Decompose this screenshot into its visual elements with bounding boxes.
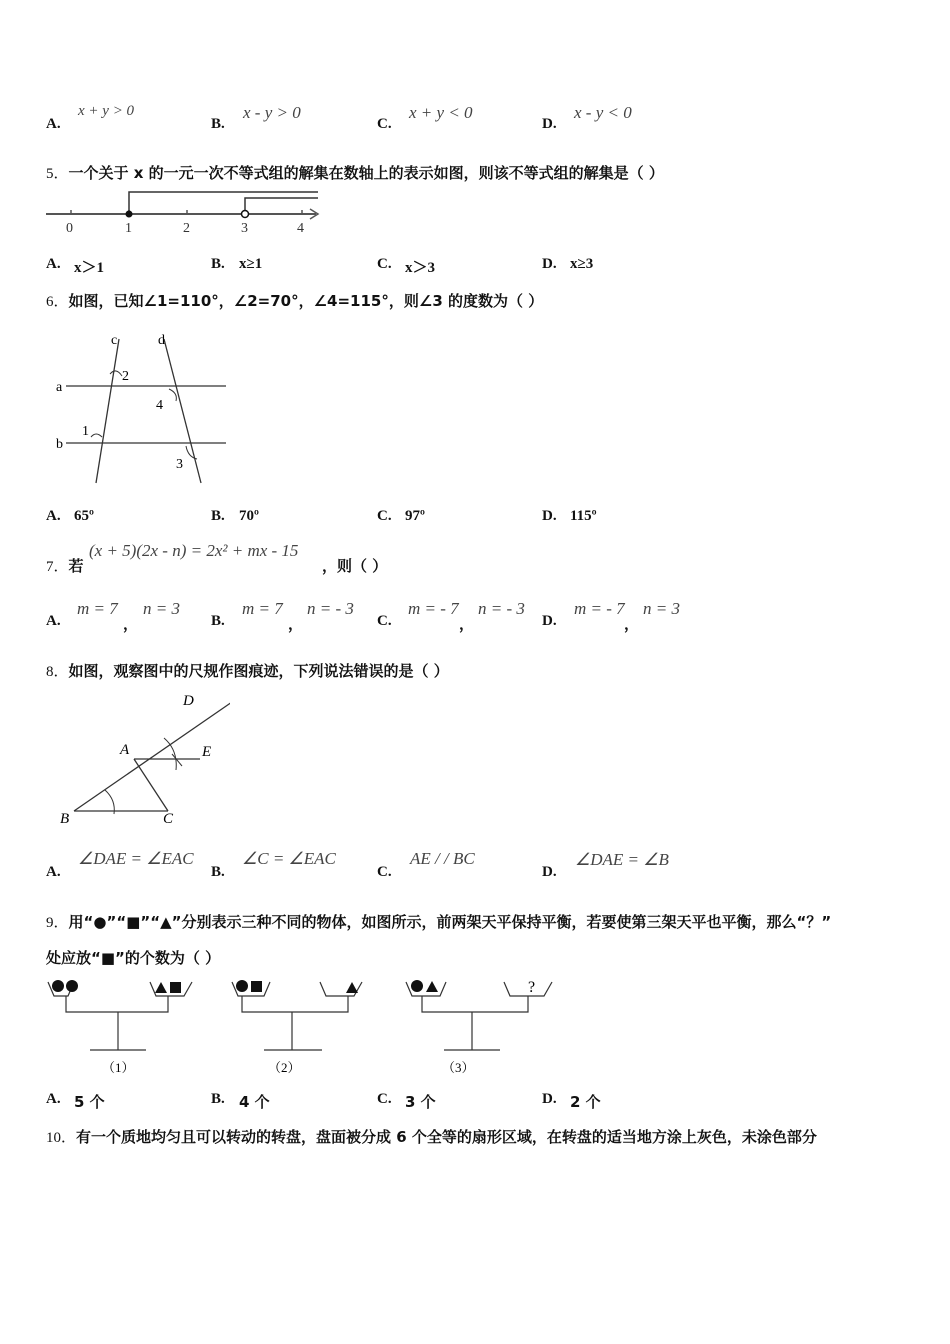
option-value: 97º <box>405 508 425 524</box>
option-value: x＞3 <box>405 260 436 276</box>
question-8 <box>46 660 449 681</box>
option-label: A. <box>46 1091 61 1107</box>
circle-object <box>66 980 78 992</box>
option-label: A. <box>46 864 61 880</box>
option-n: n = - 3 <box>307 599 354 618</box>
option-label: B. <box>211 864 225 880</box>
scale-caption: （3） <box>442 1060 475 1075</box>
option-label: C. <box>377 256 392 272</box>
square-object <box>170 982 181 993</box>
option-value: x≥3 <box>570 256 594 272</box>
balance-scales-figure <box>44 974 564 1080</box>
circle-object <box>411 980 423 992</box>
angle-arc <box>110 371 122 376</box>
option-label: B. <box>211 1091 225 1107</box>
option-value: 5 个 <box>74 1093 105 1111</box>
option-sep: ， <box>459 617 475 633</box>
solution-bracket-1 <box>129 192 318 214</box>
balance-scale-2 <box>232 980 362 1075</box>
square-object <box>251 981 262 992</box>
line-c <box>96 339 119 483</box>
question-prefix: 若 <box>68 557 84 575</box>
option-m: m = 7 <box>242 599 283 618</box>
option-n: n = 3 <box>643 599 680 618</box>
option-label: C. <box>377 508 392 524</box>
beam <box>422 996 528 1012</box>
label-b: b <box>56 437 63 452</box>
option-n: n = - 3 <box>478 599 525 618</box>
segment-AC <box>134 759 168 811</box>
option-expr: ∠DAE = ∠B <box>575 850 669 869</box>
option-value: 2 个 <box>570 1093 601 1111</box>
option-label: D. <box>542 508 557 524</box>
label-C: C <box>163 811 174 827</box>
option-label: D. <box>542 1091 557 1107</box>
option-sep: ， <box>288 617 304 633</box>
question-text: 如图，已知∠1=110°，∠2=70°，∠4=115°，则∠3 的度数为（ ） <box>68 292 544 310</box>
question-suffix: ，则（ ） <box>322 557 388 575</box>
option-sep: ， <box>123 617 139 633</box>
angle-1-label: 1 <box>82 424 89 439</box>
option-m: m = 7 <box>77 599 118 618</box>
option-label: B. <box>211 508 225 524</box>
option-label: B. <box>211 116 225 132</box>
option-expr: x + y < 0 <box>409 103 473 122</box>
angle-arc <box>91 434 102 437</box>
option-value: x＞1 <box>74 260 105 276</box>
option-label: A. <box>46 116 61 132</box>
question-mark: ? <box>528 979 536 996</box>
option-value: 65º <box>74 508 94 524</box>
beam <box>66 996 168 1012</box>
option-label: A. <box>46 508 61 524</box>
label-c: c <box>111 333 118 348</box>
question-text: 用“●”“■”“▲”分别表示三种不同的物体，如图所示，前两架天平保持平衡，若要使第三架天平也平衡，那么“？” <box>68 913 832 931</box>
question-5 <box>46 162 664 183</box>
option-label: A. <box>46 256 61 272</box>
question-9-line2: 处应放“■”的个数为（ ） <box>46 949 221 967</box>
label-A: A <box>120 742 130 758</box>
option-label: D. <box>542 613 557 629</box>
number-line-figure <box>40 186 330 238</box>
balance-scale-3 <box>406 979 552 1075</box>
option-label: C. <box>377 864 392 880</box>
construction-mark <box>172 754 182 766</box>
question-9-line1 <box>46 911 831 932</box>
question-expr: (x + 5)(2x - n) = 2x² + mx - 15 <box>89 541 299 560</box>
option-expr: ∠DAE = ∠EAC <box>78 849 194 868</box>
question-number: 6． <box>46 294 69 310</box>
option-label: B. <box>211 256 225 272</box>
option-expr: ∠C = ∠EAC <box>242 849 336 868</box>
tick-label: 0 <box>66 221 73 236</box>
solution-bracket-2 <box>245 198 318 214</box>
option-value: 4 个 <box>239 1093 270 1111</box>
circle-object <box>52 980 64 992</box>
option-expr: x + y > 0 <box>78 103 135 119</box>
angle-2-label: 2 <box>122 369 129 384</box>
scale-caption: （1） <box>102 1060 135 1075</box>
option-m: m = - 7 <box>408 599 459 618</box>
question-number: 5． <box>46 166 69 182</box>
option-label: D. <box>542 256 557 272</box>
option-label: C. <box>377 116 392 132</box>
question-10 <box>46 1126 817 1147</box>
compass-construction-figure <box>50 688 230 830</box>
option-label: C. <box>377 613 392 629</box>
angle-4-label: 4 <box>156 398 163 413</box>
option-label: A. <box>46 613 61 629</box>
question-number: 8． <box>46 664 69 680</box>
question-6 <box>46 290 543 311</box>
option-n: n = 3 <box>143 599 180 618</box>
option-value: 70º <box>239 508 259 524</box>
label-B: B <box>60 811 70 827</box>
angle-arc <box>169 389 176 401</box>
question-7 <box>46 555 84 576</box>
question-number: 7． <box>46 559 69 575</box>
label-E: E <box>202 744 212 760</box>
tick-label: 4 <box>297 221 304 236</box>
option-label: B. <box>211 613 225 629</box>
option-expr: x - y < 0 <box>574 103 632 122</box>
triangle-object <box>155 982 167 993</box>
option-label: D. <box>542 116 557 132</box>
circle-object <box>236 980 248 992</box>
tick-label: 1 <box>125 221 132 236</box>
label-D: D <box>183 693 194 709</box>
option-m: m = - 7 <box>574 599 625 618</box>
option-expr: x - y > 0 <box>243 103 301 122</box>
question-number: 9． <box>46 915 69 931</box>
question-text: 一个关于 x 的一元一次不等式组的解集在数轴上的表示如图，则该不等式组的解集是（ ） <box>68 164 664 182</box>
triangle-object <box>426 981 438 992</box>
label-d: d <box>158 333 165 348</box>
parallel-lines-figure <box>46 325 236 485</box>
beam <box>242 996 348 1012</box>
option-label: C. <box>377 1091 392 1107</box>
label-a: a <box>56 380 63 395</box>
angle-3-label: 3 <box>176 457 183 472</box>
balance-scale-1 <box>48 980 192 1075</box>
hollow-dot <box>242 211 249 218</box>
option-value: 115º <box>570 508 597 524</box>
tick-label: 2 <box>183 221 190 236</box>
construction-arc <box>164 738 176 770</box>
triangle-object <box>346 982 358 993</box>
solid-dot <box>126 211 133 218</box>
question-text: 如图，观察图中的尺规作图痕迹，下列说法错误的是（ ） <box>68 662 449 680</box>
option-expr: AE / / BC <box>410 849 475 868</box>
option-value: 3 个 <box>405 1093 436 1111</box>
tick-label: 3 <box>241 221 248 236</box>
question-number: 10． <box>46 1130 77 1146</box>
option-value: x≥1 <box>239 256 263 272</box>
scale-caption: （2） <box>268 1060 301 1075</box>
option-label: D. <box>542 864 557 880</box>
option-sep: ， <box>624 617 640 633</box>
question-text: 有一个质地均匀且可以转动的转盘，盘面被分成 6 个全等的扇形区域，在转盘的适当地方涂上灰色，未涂色部分 <box>76 1128 817 1146</box>
